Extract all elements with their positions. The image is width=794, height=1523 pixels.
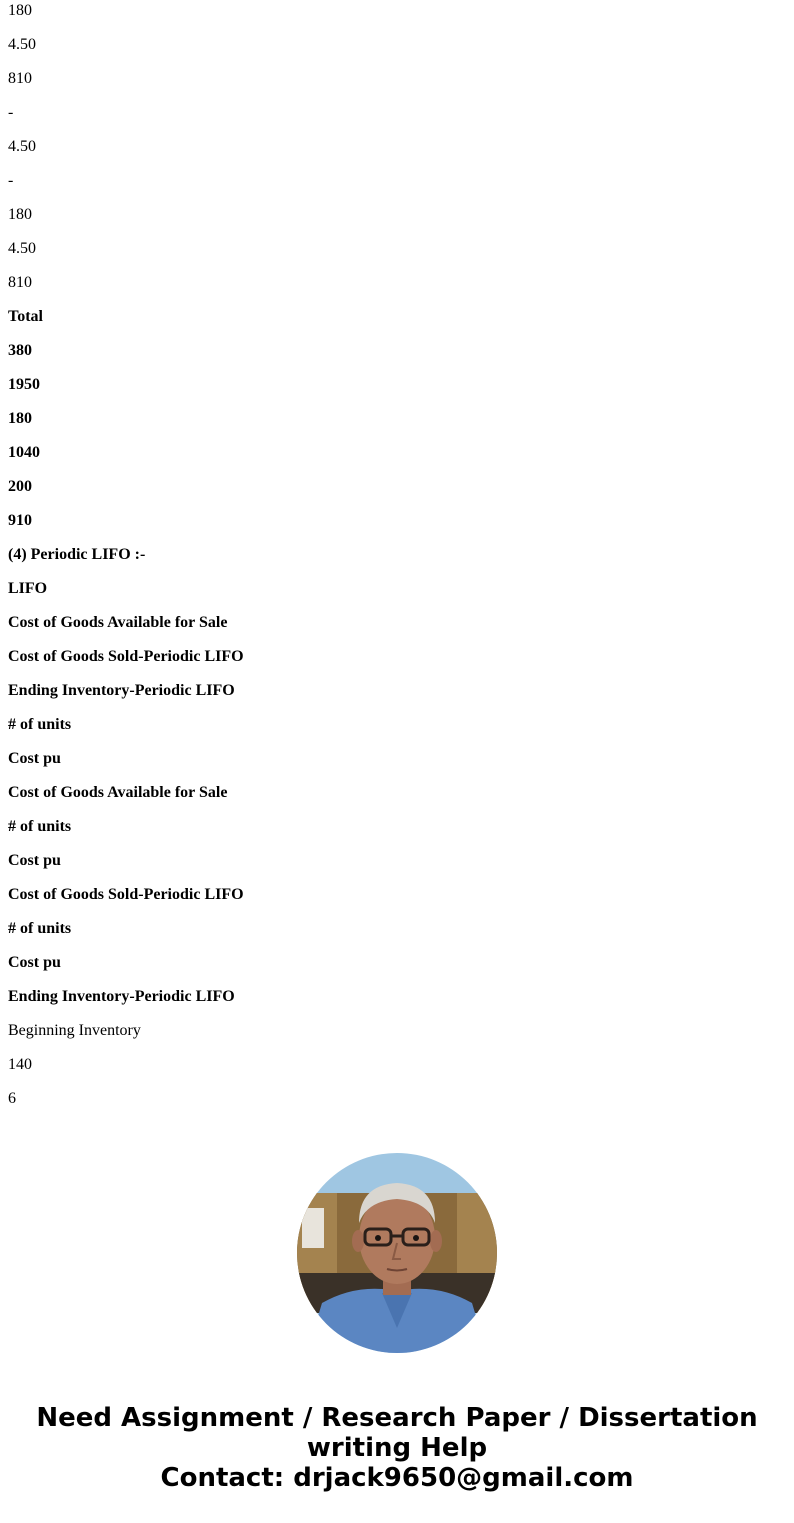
text-line: Cost of Goods Sold-Periodic LIFO	[8, 648, 244, 665]
text-line: 1950	[8, 376, 40, 393]
text-line: -	[8, 172, 14, 189]
text-line: 180	[8, 410, 32, 427]
text-line: 140	[8, 1056, 32, 1073]
promo-subline: writing Help	[306, 1433, 488, 1463]
text-line: 4.50	[8, 138, 36, 155]
text-line: # of units	[8, 716, 72, 733]
text-line: # of units	[8, 818, 72, 835]
text-line: Cost of Goods Sold-Periodic LIFO	[8, 886, 244, 903]
text-line: 910	[8, 512, 32, 529]
text-line: LIFO	[8, 580, 48, 597]
text-line: Cost of Goods Available for Sale	[8, 614, 228, 631]
text-line: Cost pu	[8, 750, 61, 767]
text-line: Cost pu	[8, 954, 61, 971]
author-photo	[297, 1153, 497, 1353]
contact-email: Contact: drjack9650@gmail.com	[160, 1463, 634, 1493]
text-line: 180	[8, 2, 32, 19]
text-line: Ending Inventory-Periodic LIFO	[8, 988, 235, 1005]
text-line: 1040	[8, 444, 40, 461]
text-line: 380	[8, 342, 32, 359]
text-line: 4.50	[8, 240, 36, 257]
text-line: 810	[8, 70, 32, 87]
text-line: -	[8, 104, 14, 121]
text-line: Cost pu	[8, 852, 61, 869]
text-line: (4) Periodic LIFO :-	[8, 546, 146, 563]
text-line: Cost of Goods Available for Sale	[8, 784, 228, 801]
text-line: 810	[8, 274, 32, 291]
text-line: Ending Inventory-Periodic LIFO	[8, 682, 235, 699]
contact-banner	[0, 1403, 794, 1493]
author-avatar	[297, 1153, 497, 1353]
text-line: 200	[8, 478, 32, 495]
text-line: 6	[8, 1090, 16, 1107]
promo-headline: Need Assignment / Research Paper / Dissertation	[36, 1403, 758, 1433]
text-line: # of units	[8, 920, 72, 937]
text-line: Beginning Inventory	[8, 1022, 141, 1039]
text-line: Total	[8, 308, 43, 325]
document-content	[8, 2, 768, 1124]
text-line: 4.50	[8, 36, 36, 53]
text-line: 180	[8, 206, 32, 223]
